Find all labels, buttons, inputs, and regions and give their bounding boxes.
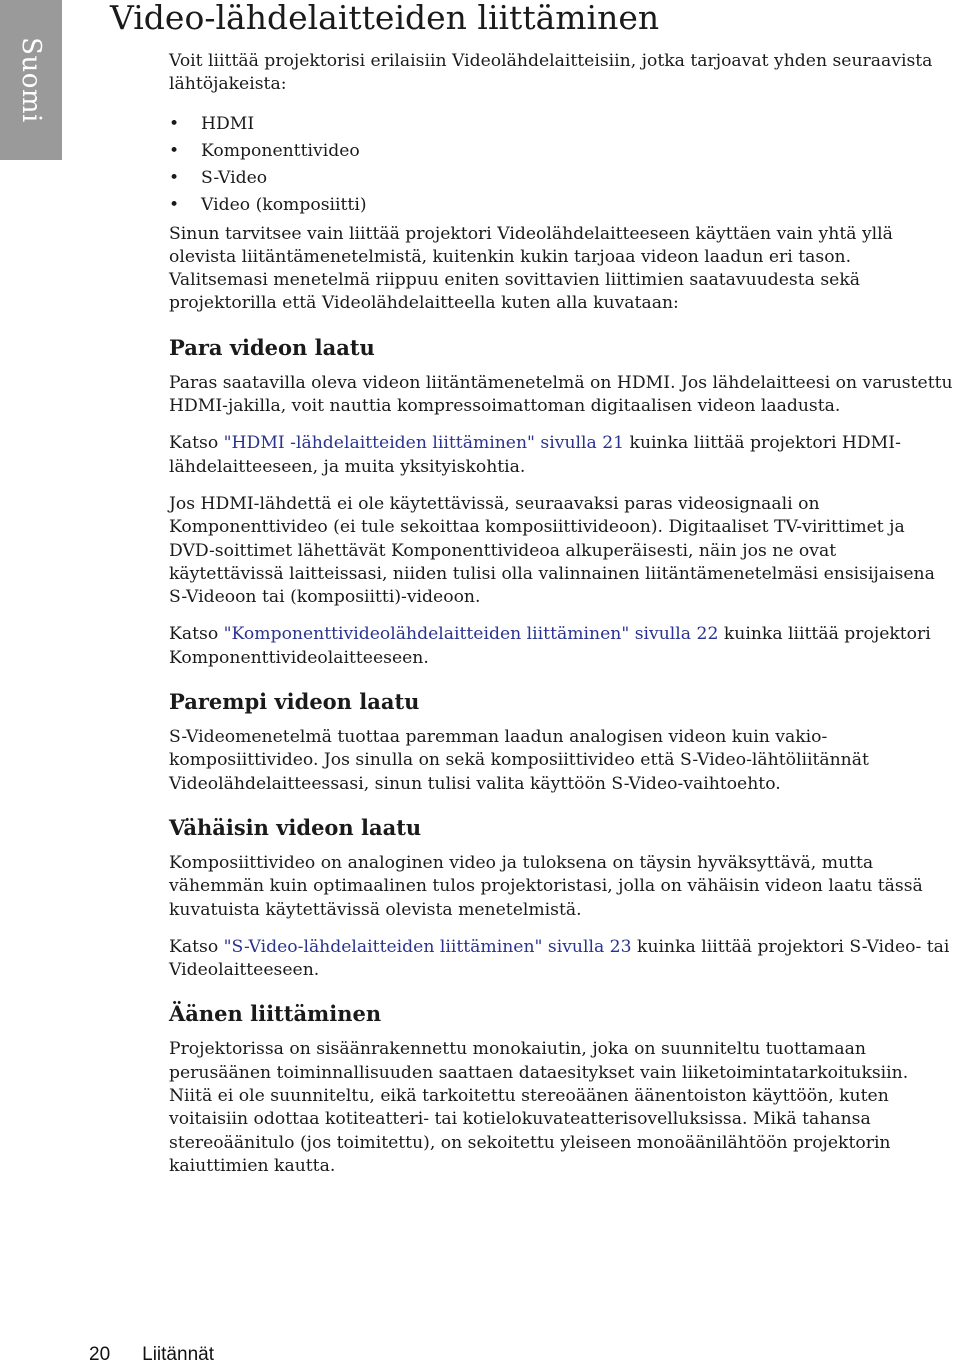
list-item-label: Video (komposiitti) (201, 194, 367, 215)
list-item-label: Komponenttivideo (201, 140, 360, 161)
reference-prefix: Katso (169, 433, 224, 454)
intro-paragraph-2: Sinun tarvitsee vain liittää projektori Videolähdelaitteeseen käyttäen vain yhtä yllä olevista liitäntämenetelmistä, kuitenkin kukin tarjoaa videon laadun eri tason. Valitsemasi menetelmä riippuu eniten sovittavien liittimien saatavuudesta sekä projektorilla että Videolähdelaitteella kuten alla kuvataan: (169, 223, 893, 314)
bullet-icon: • (169, 167, 180, 188)
bullet-icon: • (169, 113, 180, 134)
svideo-reference (169, 936, 954, 983)
page-number: 20 (89, 1344, 111, 1365)
reference-prefix: Katso (169, 936, 224, 957)
bullet-icon: • (169, 194, 180, 215)
hdmi-reference (169, 432, 954, 479)
connection-type-list (169, 111, 954, 219)
hdmi-connection-link[interactable]: "HDMI -lähdelaitteiden liittäminen" sivulla 21 (223, 433, 625, 454)
reference-prefix: Katso (169, 624, 224, 645)
least-quality-paragraph: Komposiittivideo on analoginen video ja tuloksena on täysin hyväksyttävä, mutta vähemmän kuin optimaalinen tulos projektoristasi, jolla on vähäisin videon laatu tässä kuvatuista käytettävissä olevista menetelmistä. (169, 852, 923, 920)
page-title: Video-lähdelaitteiden liittäminen (110, 0, 660, 37)
best-quality-paragraph: Paras saatavilla oleva videon liitäntämenetelmä on HDMI. Jos lähdelaitteesi on varustettu HDMI-jakilla, voit nauttia kompressoimattoman digitaalisen videon laadusta. (169, 372, 953, 417)
component-paragraph: Jos HDMI-lähdettä ei ole käytettävissä, seuraavaksi paras videosignaali on Komponenttivideo (ei tule sekoittaa komposiittivideoon). Digitaaliset TV-virittimet ja DVD-soittimet lähettävät Komponenttivideoa alkuperäisesti, näin jos ne ovat käytettävissä laitteissasi, niiden tulisi olla valinnainen liitäntämenetelmäsi ensisijaisena S-Videoon tai (komposiitti)-videoon. (169, 493, 935, 608)
reference-suffix: kuinka liittää projektori HDMI-lähdelaitteeseen, ja muita yksityiskohtia. (169, 433, 901, 477)
chapter-name: Liitännät (142, 1344, 214, 1365)
heading-least-quality: Vähäisin videon laatu (169, 814, 422, 840)
main-content (169, 50, 954, 1178)
heading-better-quality: Parempi videon laatu (169, 689, 420, 715)
list-item (169, 165, 954, 192)
list-item-label: S-Video (201, 167, 268, 188)
language-tab-label: Suomi (16, 37, 46, 123)
list-item-label: HDMI (201, 113, 255, 134)
intro-paragraph: Voit liittää projektorisi erilaisiin Videolähdelaitteisiin, jotka tarjoavat yhden seuraavista lähtöjakeista: (169, 51, 933, 95)
list-item (169, 192, 954, 219)
list-item (169, 111, 954, 138)
page-footer (89, 1344, 214, 1366)
svideo-connection-link[interactable]: "S-Video-lähdelaitteiden liittäminen" sivulla 23 (223, 936, 632, 957)
language-tab (0, 0, 62, 160)
audio-paragraph: Projektorissa on sisäänrakennettu monokaiutin, joka on suunniteltu tuottamaan perusäänen toiminnallisuuden saattaen dataesitykset vain liiketoimintatarkoituksiin. Niitä ei ole suunniteltu, eikä tarkoitettu stereoäänen äänentoiston käyttöön, kuten voitaisiin odottaa kotiteatteri- tai kotielokuvateatterisovelluksissa. Mikä tahansa stereoäänitulo (jos toimitettu), on sekoitettu yleiseen monoäänilähtöön projektorin kaiuttimien kautta. (169, 1039, 909, 1176)
heading-audio: Äänen liittäminen (169, 1001, 382, 1027)
reference-suffix: kuinka liittää projektori Komponenttivideolaitteeseen. (169, 624, 931, 668)
better-quality-paragraph: S-Videomenetelmä tuottaa paremman laadun analogisen videon kuin vakio-komposiittivideo. Jos sinulla on sekä komposiittivideo että S-Video-lähtöliitännät Videolähdelaitteessasi, sinun tulisi valita käyttöön S-Video-vaihtoehto. (169, 727, 869, 794)
component-connection-link[interactable]: "Komponenttivideolähdelaitteiden liittäminen" sivulla 22 (223, 624, 719, 645)
component-reference (169, 623, 954, 670)
list-item (169, 138, 954, 165)
bullet-icon: • (169, 140, 180, 161)
heading-best-quality: Para videon laatu (169, 334, 375, 360)
reference-suffix: kuinka liittää projektori S-Video- tai Videolaitteeseen. (169, 936, 950, 981)
